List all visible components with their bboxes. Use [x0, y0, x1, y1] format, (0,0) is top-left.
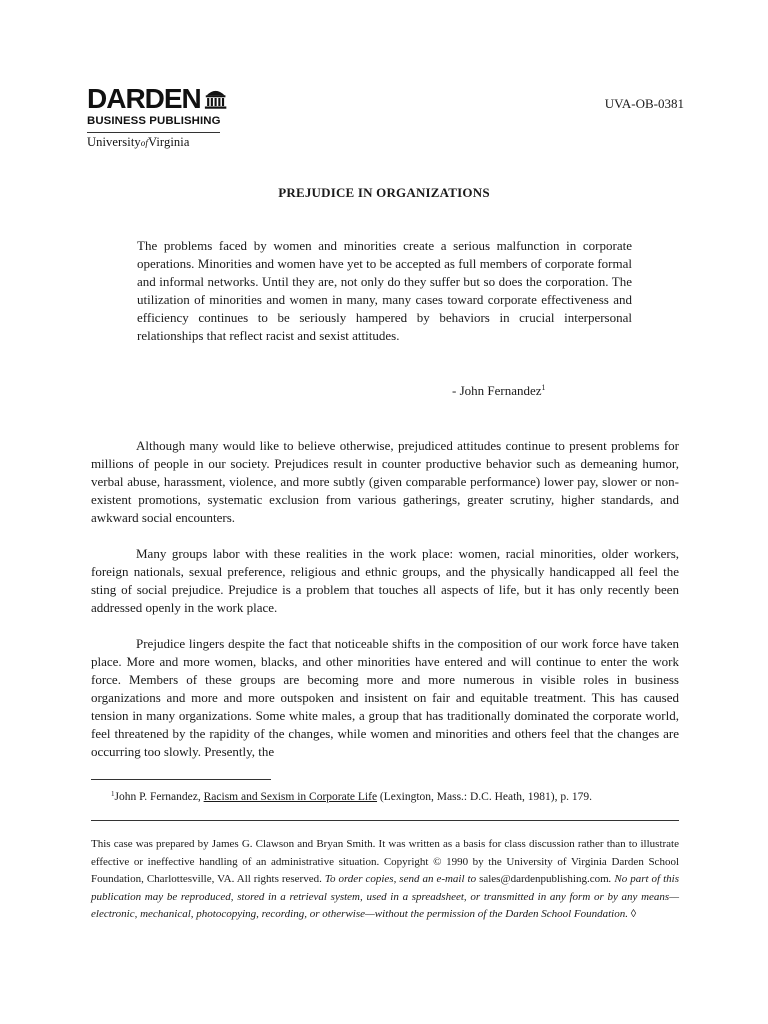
case-code: UVA-OB-0381: [604, 96, 684, 111]
footnote-citation: (Lexington, Mass.: D.C. Heath, 1981), p. 179.: [377, 791, 593, 803]
footnote-author: John P. Fernandez,: [114, 791, 204, 803]
footnote-reference: 1: [541, 383, 546, 392]
epigraph-quote: The problems faced by women and minorities create a serious malfunction in corporate operations. Minorities and women have yet to be accepted as full members of corporate formal and informal networks. Until they are, not only do they suffer but so does the corporation. The utilization of minorities and women in many, many cases toward corporate effectiveness and efficiency continues to be seriously hampered by behaviors in crucial interpersonal relationships that reflect racist and sexist attitudes.: [137, 238, 632, 343]
university-name: [87, 134, 227, 151]
order-email: sales@dardenpublishing.com: [479, 873, 609, 886]
logo-divider: [87, 132, 220, 133]
document-title: PREJUDICE IN ORGANIZATIONS: [278, 185, 490, 200]
copyright-notice: [91, 836, 679, 924]
body-text: [91, 437, 679, 779]
university-suffix: Virginia: [147, 135, 190, 149]
brand-subtitle: BUSINESS PUBLISHING: [87, 115, 221, 127]
rotunda-icon: [204, 85, 227, 111]
university-prefix: University: [87, 135, 141, 149]
quote-attribution: [452, 383, 546, 399]
disclaimer-text: This case was prepared by James G. Clawson and Bryan Smith. It was written as a basis for class discussion rather than to illustrate effective or ineffective handling of an administrative situation. Copyright © 1990 by the University of Virginia Darden School Foundation, Charlottesville, VA. All rights reserved.: [91, 838, 679, 886]
darden-logo: [87, 83, 227, 151]
footnote-divider: [91, 779, 271, 780]
body-paragraph: Although many would like to believe otherwise, prejudiced attitudes continue to present problems for millions of people in our society. Prejudices result in counter productive behavior such as demeaning humor, verbal abuse, harassment, violence, and more subtly (given comparable performance) lower pay, slower or non-existent promotions, systematic exclusion from various gatherings, greater scrutiny, higher standards, and awkward social encounters.: [91, 438, 679, 525]
brand-name: DARDEN: [87, 83, 201, 114]
disclaimer-divider: [91, 820, 679, 821]
footnote-book-title: Racism and Sexism in Corporate Life: [203, 791, 378, 803]
end-mark: ◊: [628, 908, 637, 921]
reproduction-notice: . No part of this publication may be reproduced, stored in a retrieval system, used in a spreadsheet, or transmitted in any form or by any means—electronic, mechanical, photocopying, recording, or otherwise—without the permission of the Darden School Foundation.: [91, 873, 679, 921]
footnote-mark: 1: [111, 790, 115, 798]
body-paragraph: Many groups labor with these realities in the work place: women, racial minorities, older workers, foreign nationals, sexual preference, religious and ethnic groups, and the physically handicapped all feel the sting of social prejudice. Prejudice is a problem that touches all aspects of life, but it has only recently been addressed openly in the work place.: [91, 546, 679, 615]
university-of: of: [140, 138, 148, 148]
logo-brand-row: [87, 83, 227, 113]
footnote: [111, 790, 592, 803]
order-copies-text: To order copies, send an e-mail to: [324, 873, 480, 886]
attribution-text: - John Fernandez: [452, 383, 542, 398]
body-paragraph: Prejudice lingers despite the fact that noticeable shifts in the composition of our work force have taken place. More and more women, blacks, and other minorities have entered and will continue to enter the work force. Members of these groups are becoming more and more numerous in visible roles in business organizations and more and more outspoken and insistent on fair and equitable treatment. This has caused tension in many organizations. Some white males, a group that has traditionally dominated the corporate world, feel threatened by the rapidity of the changes, while women and minorities and others feel that the changes are occurring too slowly. Presently, the: [91, 636, 679, 759]
